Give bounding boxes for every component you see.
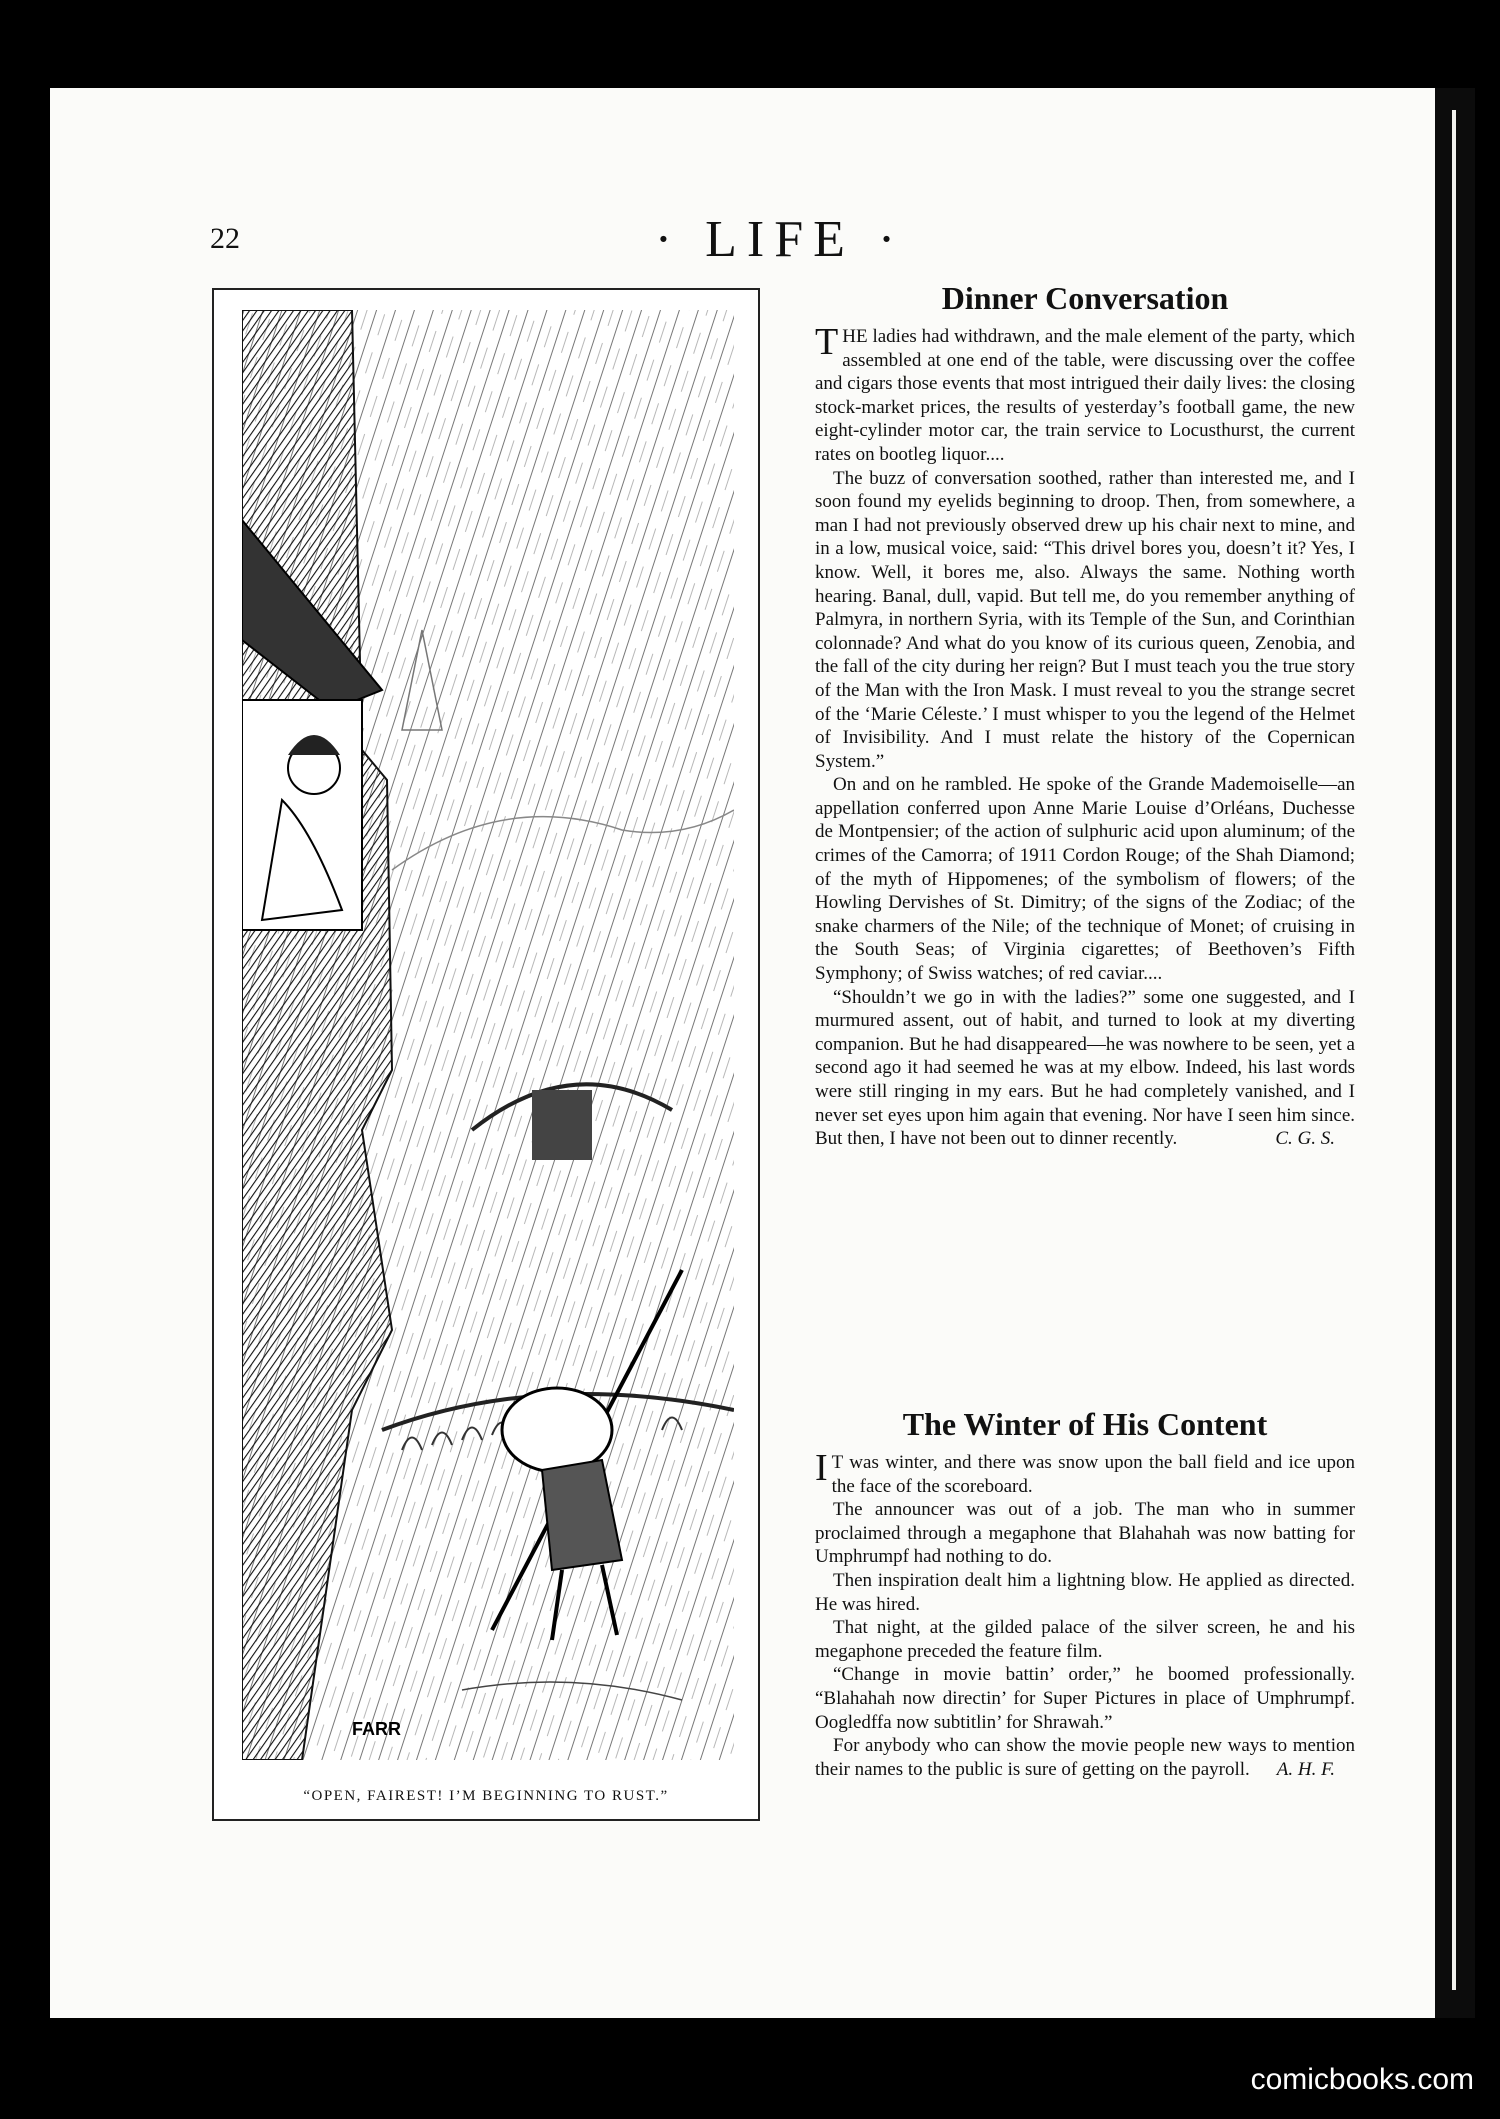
article-paragraph: That night, at the gilded palace of the silver screen, he and his megaphone preceded the feature film. (815, 1617, 1355, 1662)
article-paragraph: For anybody who can show the movie people new ways to mention their names to the public is sure of getting on the payroll. (815, 1735, 1355, 1780)
article-paragraph: I T was winter, and there was snow upon the ball field and ice upon the face of the scoreboard. (815, 1447, 1355, 1497)
cartoon-drawing (242, 310, 734, 1760)
article-paragraph: “Shouldn’t we go in with the ladies?” some one suggested, and I murmured assent, out of habit, and turned to look at my diverting companion. But he had disappeared—he was nowhere to be seen, yet a second ago it had seemed he was at my elbow. Indeed, his last words were still ringing in my ears. But he had completely vanished, and I never set eyes upon him again that evening. Nor have I seen him since. But then, I have not been out to dinner recently. (815, 986, 1355, 1150)
author-initials: C. G. S. (1275, 1128, 1335, 1150)
article-paragraph: On and on he rambled. He spoke of the Grande Mademoiselle—an appellation conferred upon Anne Marie Louise d’Orléans, Duchesse de Montpensier; of the action of sulphuric acid upon aluminum; of the crimes of the Camorra; of 1911 Cordon Rouge; of the Shah Diamond; of the myth of Hippomenes; of the symbolism of flowers; of the Howling Dervishes of St. Dimitry; of the signs of the Zodiac; of the snake charmers of the Nile; of the technique of Monet; of cruising in the South Seas; of Virginia cigarettes; of Beethoven’s Fifth Symphony; of Swiss watches; of red caviar.... (815, 774, 1355, 985)
masthead: · LIFE · (654, 211, 906, 268)
drop-cap: I (815, 1447, 828, 1489)
article-title: Dinner Conversation (941, 280, 1229, 316)
page-number: 22 (210, 222, 240, 255)
site-watermark: comicbooks.com (1250, 2063, 1474, 2096)
article-paragraph: THE ladies had withdrawn, and the male element of the party, which assembled at one end of the table, were discussing over the coffee and cigars those events that most intrigued their daily lives: the closing stock-market prices, the results of yesterday’s football game, the new eight-cylinder motor car, the train service to Locusthurst, the current rates on bootleg liquor.... (815, 321, 1355, 465)
author-initials: A. H. F. (1276, 1758, 1335, 1780)
article-title: The Winter of His Content (902, 1406, 1268, 1442)
article-paragraph: The announcer was out of a job. The man who in summer proclaimed through a megaphone that Blahahah was now batting for Umphrumpf had nothing to do. (815, 1499, 1355, 1568)
article-winter-of-his-content (815, 1406, 1355, 1781)
drop-cap: T (815, 321, 839, 363)
article-dinner-conversation (815, 280, 1355, 1151)
cartoon-caption: “OPEN, FAIREST! I’M BEGINNING TO RUST.” (303, 1788, 669, 1804)
artist-signature: FARR (352, 1719, 401, 1739)
facing-page-edge (1452, 110, 1456, 1990)
article-paragraph: “Change in movie battin’ order,” he boomed professionally. “Blahahah now directin’ for Super Pictures in place of Umphrumpf. Oogledffa now subtitlin’ for Shrawah.” (815, 1664, 1355, 1733)
article-paragraph: Then inspiration dealt him a lightning blow. He applied as directed. He was hired. (815, 1569, 1355, 1615)
cartoon-illustration (212, 288, 760, 1821)
article-paragraph: The buzz of conversation soothed, rather than interested me, and I soon found my eyelids beginning to droop. Then, from somewhere, a man I had not previously observed drew up his chair next to mine, and in a low, musical voice, said: “This drivel bores you, doesn’t it? Yes, I know. Well, it bores me, also. Always the same. Nothing worth hearing. Banal, dull, vapid. But tell me, do you remember anything of Palmyra, in northern Syria, with its Temple of the Sun, and Corinthian colonnade? And what do you know of its curious queen, Zenobia, and the fall of the city during her reign? But I must teach you the true story of the Man with the Iron Mask. I must reveal to you the strange secret of the ‘Marie Céleste.’ I must whisper to you the legend of the Helmet of Invisibility. And I must relate the history of the Copernican System.” (815, 467, 1355, 772)
